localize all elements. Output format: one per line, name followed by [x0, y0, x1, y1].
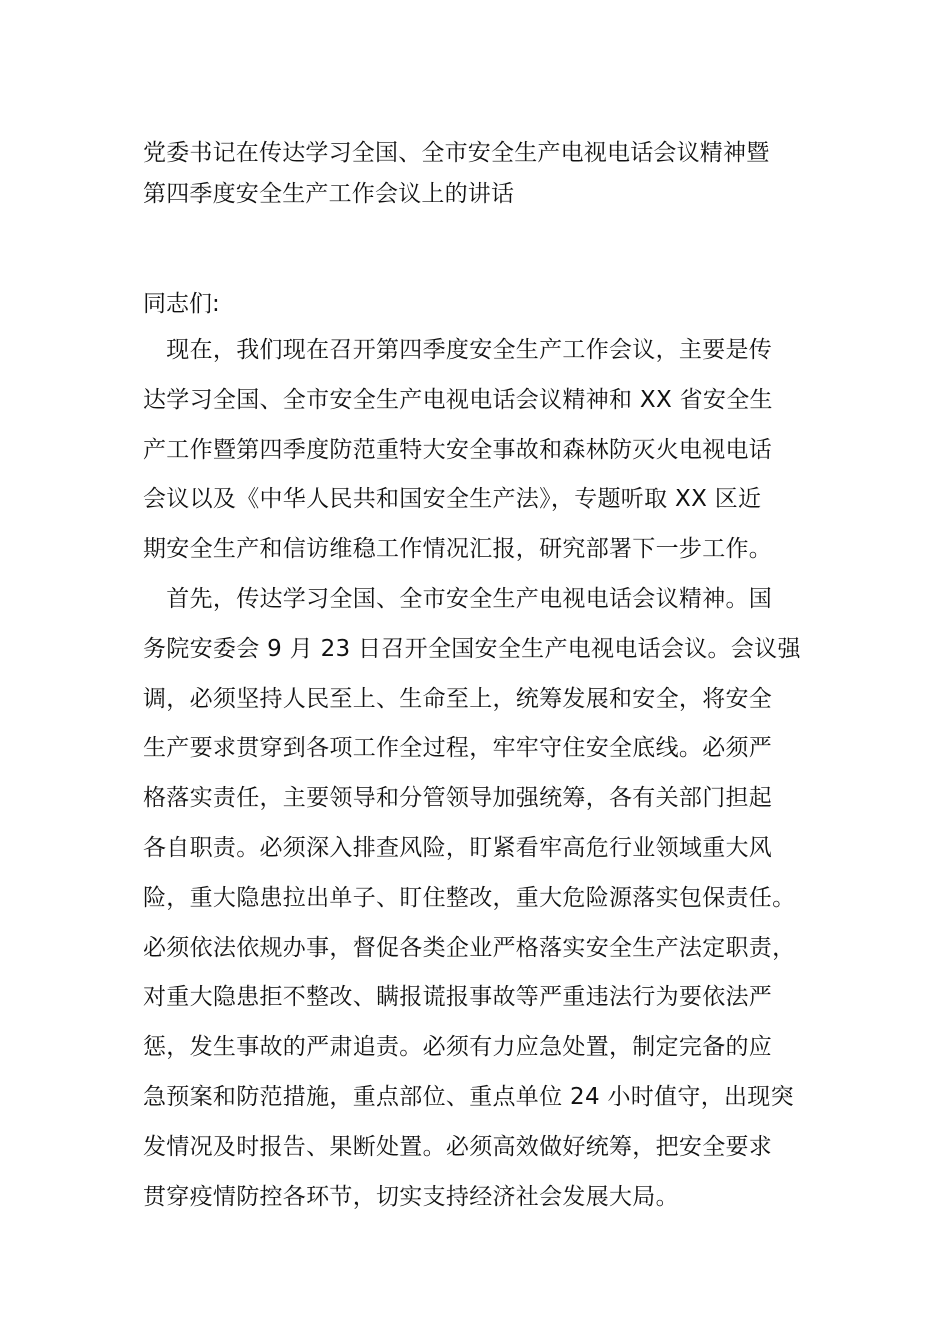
body-line: 达学习全国、全市安全生产电视电话会议精神和 XX 省安全生	[143, 386, 773, 413]
body-line: 险，重大隐患拉出单子、盯住整改，重大危险源落实包保责任。	[143, 884, 796, 911]
body-line: 现在，我们现在召开第四季度安全生产工作会议，主要是传	[143, 337, 773, 363]
body-line: 会议以及《中华人民共和国安全生产法》，专题听取 XX 区近	[143, 486, 762, 513]
title-line: 第四季度安全生产工作会议上的讲话	[143, 181, 515, 207]
body-line: 对重大隐患拒不整改、瞒报谎报事故等严重违法行为要依法严	[143, 984, 773, 1011]
salutation: 同志们:	[143, 291, 220, 317]
body-line: 格落实责任，主要领导和分管领导加强统筹，各有关部门担起	[143, 785, 773, 812]
body-line: 各自职责。必须深入排查风险，盯紧看牢高危行业领域重大风	[143, 834, 773, 861]
title-line: 党委书记在传达学习全国、全市安全生产电视电话会议精神暨	[143, 140, 770, 166]
body-line: 急预案和防范措施，重点部位、重点单位 24 小时值守，出现突	[143, 1083, 794, 1110]
body-line: 必须依法依规办事，督促各类企业严格落实安全生产法定职责，	[143, 934, 796, 961]
body-line: 贯穿疫情防控各环节，切实支持经济社会发展大局。	[143, 1183, 679, 1210]
body-line: 调，必须坚持人民至上、生命至上，统筹发展和安全，将安全	[143, 685, 773, 712]
body-line: 务院安委会 9 月 23 日召开全国安全生产电视电话会议。会议强	[143, 635, 801, 662]
body-line: 生产要求贯穿到各项工作全过程，牢牢守住安全底线。必须严	[143, 735, 773, 762]
document-title	[143, 133, 823, 215]
body-line: 期安全生产和信访维稳工作情况汇报，研究部署下一步工作。	[143, 536, 773, 563]
body-line: 发情况及时报告、果断处置。必须高效做好统筹，把安全要求	[143, 1133, 773, 1160]
body-line: 产工作暨第四季度防范重特大安全事故和森林防灭火电视电话	[143, 436, 773, 463]
body-line: 首先，传达学习全国、全市安全生产电视电话会议精神。国	[143, 585, 773, 612]
body-line: 惩，发生事故的严肃追责。必须有力应急处置，制定完备的应	[143, 1034, 773, 1061]
document-body	[143, 326, 833, 1222]
